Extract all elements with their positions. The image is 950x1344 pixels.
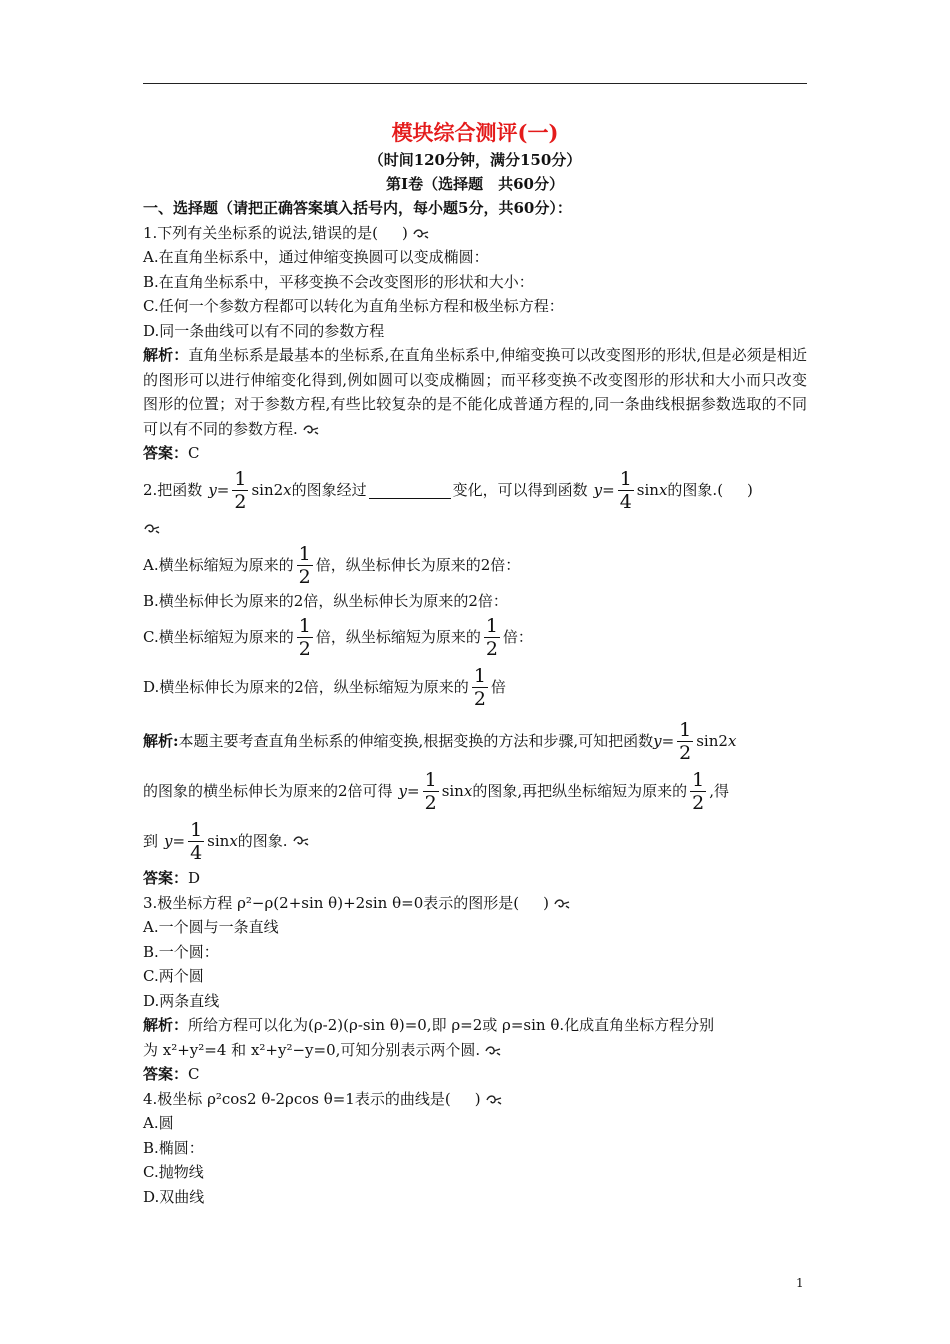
q1-answer [143,441,807,466]
q2-mark-line [143,516,807,541]
answer-blank [369,482,451,499]
fraction-denominator: 2 [234,491,247,513]
fraction [690,769,706,814]
q2-sin2: sin2 [251,481,284,500]
q2-opt-c-mid: 倍，纵坐标缩短为原来的 [315,627,481,646]
fraction-denominator: 2 [692,791,705,814]
q4-option-a: A.圆 [143,1114,174,1132]
q1-analysis-label: 解析： [143,346,189,364]
q1-answer-value: C [188,444,200,462]
fraction [423,769,439,814]
q2-y-eq-1: y= [208,481,230,500]
q3-analysis-text-1: 所给方程可以化为(ρ-2)(ρ-sin θ)=0,即 ρ=2或 ρ=sin θ.化成直角坐标方程分别 [188,1016,715,1034]
q1-stem-end: ) [401,223,408,242]
q2-opt-a-post: 倍，纵坐标伸长为原来的2倍： [315,555,521,574]
q3-analysis-text-2: 为 x²+y²=4 和 x²+y²−y=0,可知分别表示两个圆. [143,1040,481,1059]
section-header: 第Ⅰ卷（选择题 共60分） [386,175,564,193]
fraction [472,665,488,710]
q2-analysis-text-4: ,得 [709,781,729,800]
fraction-denominator: 2 [424,791,437,814]
swirl-mark-icon [484,1045,502,1057]
q2-text-1: 2.把函数 [143,481,203,500]
part-instruction: 一、选择题（请把正确答案填入括号内，每小题5分，共60分）： [143,199,572,217]
q1-analysis-text: 直角坐标系是最基本的坐标系,在直角坐标系中,伸缩变换可以改变图形的形状,但是必须是相近的图形可以进行伸缩变化得到,例如圆可以变成椭圆；而平移变换不改变图形的形状和大小而只改变图形的位置；对于参数方程,有些比较复杂的是不能化成普通方程的,同一条曲线根据参数选取的不同可以有不同的参数方程. [143,346,807,438]
fraction-numerator: 1 [298,614,311,637]
q3-option-b: B.一个圆： [143,942,219,961]
fraction-denominator: 4 [619,491,632,513]
q2-text-2: 的图象经过 [291,481,367,500]
fraction-numerator: 1 [485,614,498,637]
fraction-denominator: 4 [190,841,203,864]
fraction-denominator: 2 [298,565,311,588]
fraction-numerator: 1 [619,468,632,490]
q2-y-eq-3: y= [653,731,675,750]
q2-analysis-text-6: 的图象. [237,831,288,850]
q3-analysis-line-1 [143,1013,807,1038]
q2-answer-value: D [188,869,201,887]
q3-stem-text: 3.极坐标方程 ρ²−ρ(2+sin θ)+2sin θ=0表示的图形是( [143,893,520,912]
fraction-denominator: 2 [679,741,692,764]
q4-stem-end: ) [474,1089,481,1108]
q4-stem-text: 4.极坐标 ρ²cos2 θ-2ρcos θ=1表示的曲线是( [143,1089,451,1108]
document-title: 模块综合测评(一) [391,120,559,145]
fraction [297,543,313,588]
q3-option-a: A.一个圆与一条直线 [143,918,279,936]
q3-stem-end: ) [543,893,549,912]
q2-analysis-line-1 [143,716,807,766]
fraction-numerator: 1 [679,718,692,741]
q1-option-a: A.在直角坐标系中，通过伸缩变换圆可以变成椭圆： [143,248,489,266]
swirl-mark-icon [143,523,161,535]
fraction [677,719,693,764]
fraction [484,615,500,660]
swirl-mark-icon [553,898,571,910]
swirl-mark-icon [485,1094,503,1106]
fraction [232,468,248,513]
fraction [618,468,634,513]
q2-x: x [463,781,473,800]
q2-analysis-sin: sin [441,781,464,800]
document-page [143,118,807,1209]
q3-analysis-label: 解析： [143,1016,189,1034]
q1-stem-text: 1.下列有关坐标系的说法,错误的是( [143,223,378,242]
q4-option-d: D.双曲线 [143,1187,205,1206]
q2-analysis-label: 解析: [143,731,179,750]
q4-option-c: C.抛物线 [143,1163,204,1181]
q2-option-a [143,540,807,590]
q2-option-c [143,612,807,662]
q2-analysis-text-2: 的图象的横坐标伸长为原来的2倍可得 [143,781,393,800]
q3-option-d: D.两条直线 [143,991,220,1010]
q1-option-d: D.同一条曲线可以有不同的参数方程 [143,321,385,340]
swirl-mark-icon [292,835,310,847]
q2-text-4: 的图象.( [667,481,724,500]
fraction-numerator: 1 [424,768,437,791]
q2-option-d [143,662,807,712]
question-2-stem [143,466,807,516]
q4-option-b: B.椭圆： [143,1138,204,1157]
q2-analysis-text-5: 到 [143,831,159,850]
q1-analysis [143,343,807,441]
fraction-numerator: 1 [190,818,203,841]
q3-analysis-line-2 [143,1038,807,1063]
q2-analysis-sin2: sin2 [696,731,728,750]
q2-opt-d-pre: D.横坐标伸长为原来的2倍，纵坐标缩短为原来的 [143,677,469,696]
header-rule [143,83,807,84]
fraction-denominator: 2 [298,637,311,660]
q3-answer [143,1062,807,1087]
q2-analysis-line-3 [143,816,807,866]
q2-x: x [229,831,238,850]
q2-x: x [658,481,668,500]
page-number: 1 [796,1276,804,1290]
q2-answer-label: 答案： [143,869,189,887]
q2-analysis-text-1: 本题主要考查直角坐标系的伸缩变换,根据变换的方法和步骤,可知把函数 [178,731,654,750]
q2-x: x [727,731,737,750]
fraction [297,615,313,660]
fraction [188,819,204,864]
q2-analysis-text-3: 的图象,再把纵坐标缩短为原来的 [472,781,688,800]
fraction-denominator: 2 [473,687,486,710]
q1-answer-label: 答案： [143,444,189,462]
q2-analysis-line-2 [143,766,807,816]
q2-y-eq-5: y= [164,831,186,850]
q2-text-3: 变化，可以得到函数 [452,481,588,500]
fraction-numerator: 1 [473,664,486,687]
q2-opt-a-pre: A.横坐标缩短为原来的 [143,555,294,574]
q2-opt-c-post: 倍： [502,627,533,646]
swirl-mark-icon [302,424,320,436]
q2-x: x [283,481,292,500]
fraction-numerator: 1 [234,468,247,490]
q2-option-b: B.横坐标伸长为原来的2倍，纵坐标伸长为原来的2倍： [143,592,508,610]
q2-sin: sin [636,481,659,500]
time-info: （时间120分钟，满分150分） [368,151,582,169]
q3-answer-label: 答案： [143,1065,189,1083]
q2-y-eq-2: y= [593,481,615,500]
q3-answer-value: C [188,1065,200,1083]
q2-text-5: ) [747,481,753,500]
q1-option-b: B.在直角坐标系中，平移变换不会改变图形的形状和大小： [143,272,534,291]
q2-opt-d-post: 倍 [490,677,506,696]
fraction-numerator: 1 [692,768,705,791]
q3-option-c: C.两个圆 [143,967,204,985]
q2-opt-c-pre: C.横坐标缩短为原来的 [143,627,294,646]
q2-y-eq-4: y= [398,781,420,800]
swirl-mark-icon [412,228,430,240]
question-1-stem [143,221,807,246]
fraction-numerator: 1 [298,542,311,565]
fraction-denominator: 2 [485,637,498,660]
q1-option-c: C.任何一个参数方程都可以转化为直角坐标方程和极坐标方程： [143,297,564,315]
q2-answer [143,866,807,891]
q2-analysis-sin: sin [207,831,230,850]
question-4-stem [143,1087,807,1112]
question-3-stem [143,891,807,916]
